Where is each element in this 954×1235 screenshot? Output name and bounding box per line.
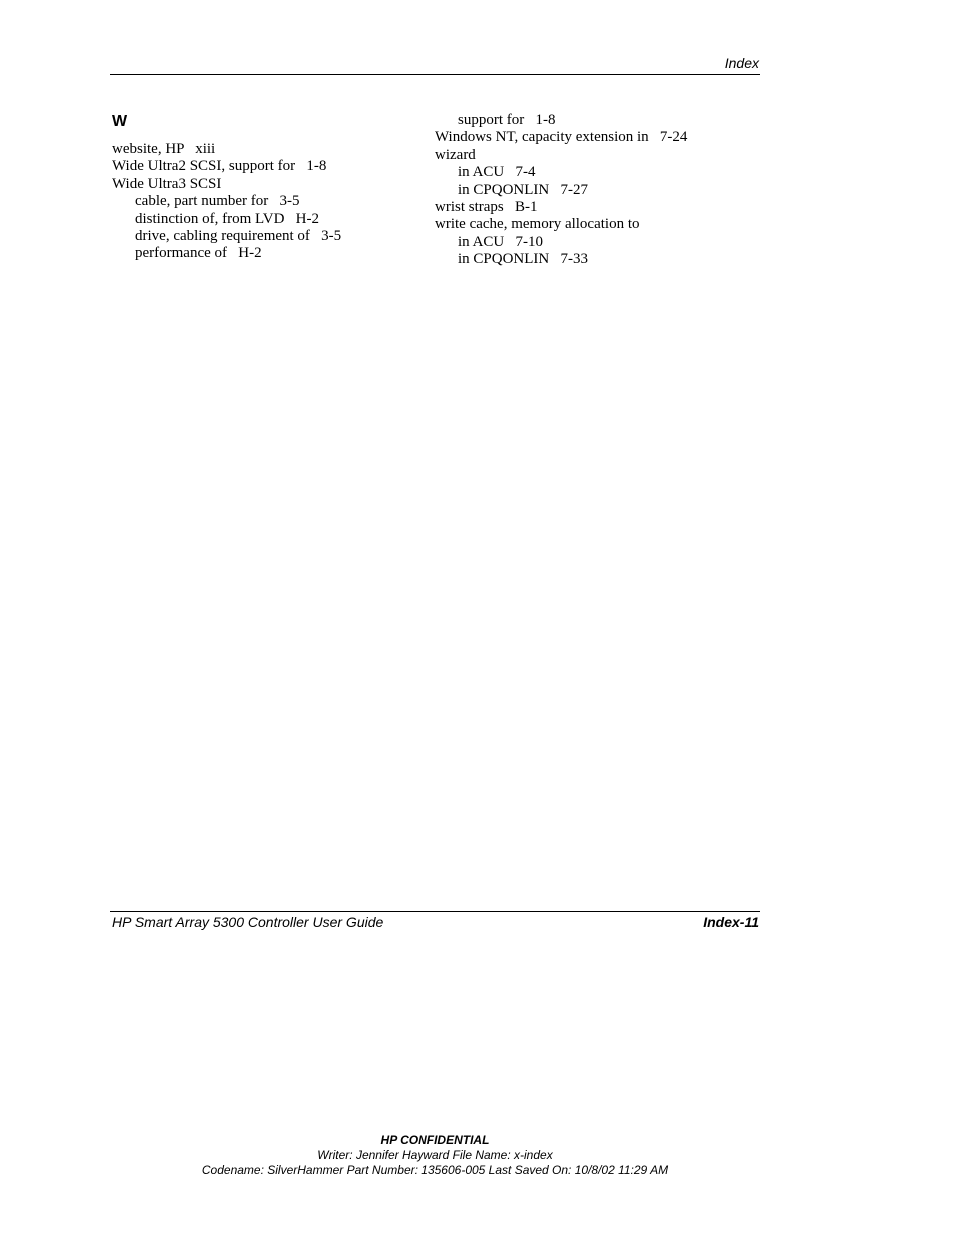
index-entry: Windows NT, capacity extension in 7-24 <box>435 129 688 146</box>
index-entry: Wide Ultra3 SCSI <box>112 175 222 192</box>
confidential-label: HP CONFIDENTIAL <box>380 1133 490 1147</box>
index-subentry: cable, part number for 3-5 <box>135 193 300 210</box>
index-entry: wrist straps B-1 <box>435 199 538 216</box>
index-column-right <box>435 112 687 269</box>
index-subentry: in ACU 7-4 <box>458 164 536 181</box>
index-subentry: drive, cabling requirement of 3-5 <box>135 228 342 245</box>
index-subentry: in CPQONLIN 7-27 <box>458 181 588 198</box>
header-rule <box>110 74 760 75</box>
page-header-label: Index <box>724 55 759 71</box>
index-subentry: in CPQONLIN 7-33 <box>458 251 588 268</box>
footer-page-number: Index-11 <box>703 914 759 930</box>
index-entry: website, HP xiii <box>112 141 216 157</box>
footer-rule <box>110 911 760 912</box>
index-entry: write cache, memory allocation to <box>435 216 640 233</box>
index-column-left <box>112 141 341 263</box>
index-subentry: distinction of, from LVD H-2 <box>135 210 320 227</box>
index-subentry: support for 1-8 <box>458 112 556 128</box>
confidential-block <box>0 1133 870 1178</box>
confidential-codename-line: Codename: SilverHammer Part Number: 135606-005 Last Saved On: 10/8/02 11:29 AM <box>201 1163 669 1177</box>
index-entry: wizard <box>435 146 476 163</box>
index-subentry: in ACU 7-10 <box>458 233 544 250</box>
index-letter-heading: W <box>112 113 128 130</box>
index-subentry: performance of H-2 <box>135 245 262 262</box>
footer-document-title: HP Smart Array 5300 Controller User Guide <box>112 914 384 930</box>
index-entry: Wide Ultra2 SCSI, support for 1-8 <box>112 158 327 175</box>
confidential-writer-line: Writer: Jennifer Hayward File Name: x-index <box>317 1148 553 1162</box>
